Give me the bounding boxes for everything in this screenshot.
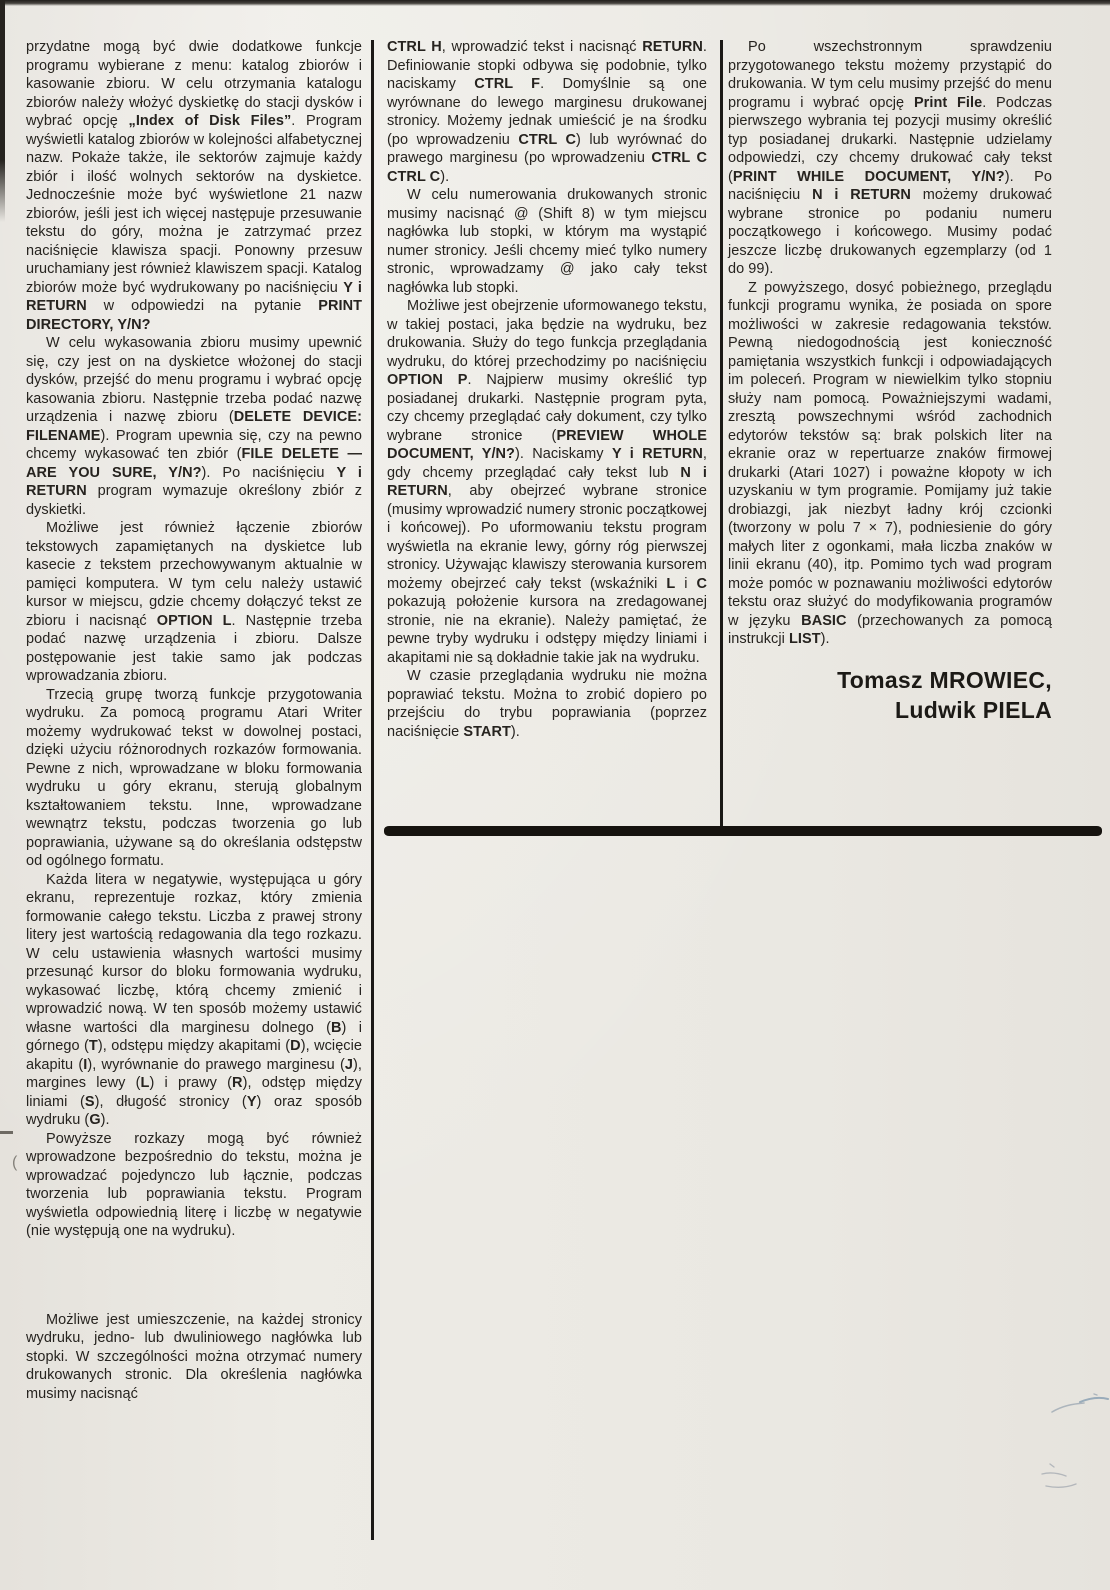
text-run: ), margines lewy ( bbox=[26, 1056, 362, 1091]
text-run: Trzecią grupę tworzą funkcje przygotowania wydruku. Za pomocą programu Atari Writer możemy wydrukować tekst w dowolnej postaci, dzięki użyciu różnorodnych rozkazów formowania. Pewne z nich, wprowadzane w bloku formowania wydruku u góry ekranu, sterują globalnym kształtowaniem tekstu. Inne, wprowadzane wewnątrz tekstu, podczas tworzenia go lub poprawiania, używane są do określania odstępstw od ogólnego formatu. bbox=[26, 686, 362, 869]
paragraph bbox=[26, 1311, 362, 1404]
bold-text-run: N i RETURN bbox=[387, 464, 707, 499]
bold-text-run: L bbox=[666, 575, 676, 592]
text-run: Po wszechstronnym sprawdzeniu przygotowanego tekstu możemy przystąpić do drukowania. W tym celu musimy przejść do menu programu i wybrać opcję bbox=[728, 39, 1052, 111]
bold-text-run: START bbox=[463, 723, 511, 740]
bold-text-run: CTRL H bbox=[387, 39, 442, 55]
text-run: ). bbox=[510, 723, 520, 740]
text-run: Możliwe jest umieszczenie, na każdej stronicy wydruku, jedno- lub dwuliniowego nagłówka lub stopki. W szczególności można otrzymać numery drukowanych stronic. Dla określenia nagłówka musimy nacisnąć bbox=[26, 1311, 362, 1402]
text-run: ). Naciskamy bbox=[514, 446, 612, 462]
scan-edge-top bbox=[0, 0, 1110, 6]
bold-text-run: Y i RETURN bbox=[26, 279, 362, 314]
bold-text-run: G bbox=[89, 1112, 101, 1128]
text-run: ). Program upewnia się, czy na pewno chcemy wykasować ten zbiór ( bbox=[26, 427, 362, 462]
paragraph bbox=[26, 871, 362, 1130]
bold-text-run: PRINT WHILE DOCUMENT, Y/N? bbox=[732, 168, 1005, 185]
paragraph bbox=[26, 686, 362, 871]
bold-text-run: L bbox=[140, 1075, 150, 1091]
pen-mark-1 bbox=[1050, 1392, 1110, 1418]
text-run: ), odstęp między liniami ( bbox=[26, 1075, 362, 1110]
bold-text-run: N i RETURN bbox=[812, 187, 911, 203]
text-run: ). bbox=[440, 168, 450, 185]
bold-text-run: J bbox=[344, 1056, 354, 1073]
text-column-3 bbox=[728, 38, 1052, 725]
bold-text-run: Y i RETURN bbox=[26, 464, 362, 499]
paragraph bbox=[26, 38, 362, 334]
bold-text-run: CTRL C CTRL C bbox=[387, 150, 707, 185]
bold-text-run: PREVIEW WHOLE DOCUMENT, Y/N? bbox=[387, 427, 707, 462]
text-run: pokazują położenie kursora na zredagowanej stronie, nie na ekranie). Należy pamiętać, że pewne tryby wydruku i odstępy między liniami i akapitami nie są dokładnie takie jak na wydruku. bbox=[387, 594, 707, 666]
text-run: Z powyższego, dosyć pobieżnego, przeglądu funkcji programu wynika, że posiada on spore możliwości w zakresie redagowania tekstów. Pewną niedogodnością jest konieczność pamiętania wszystkich funkcji i odpowiadających im poleceń. Program w niewielkim tylko stopniu służy nam pomocą. Poważniejszymi wadami, zresztą powszechnymi wśród zachodnich edytorów tekstów są: brak polskich liter na ekranie oraz w repertuarze znaków firmowej drukarki (Atari 1027) i poważne kłopoty w ich uzyskaniu w tym programie. Pomijamy już takie drobiazgi, jak niezbyt ładny krój czcionki (tworzony w polu 7 × 7), podniesienie do góry małych liter z ogonkami, mała liczba znaków w linii ekranu (40), itp. Pomimo tych wad program może pomóc w poznawaniu możliwości edytorów tekstu oraz służyć do modyfikowania programów w języku bbox=[728, 279, 1052, 629]
paragraph bbox=[387, 297, 707, 667]
text-run: ), długość stronicy ( bbox=[94, 1093, 247, 1110]
bold-text-run: C bbox=[696, 575, 707, 592]
text-run: ), wcięcie akapitu ( bbox=[26, 1038, 362, 1073]
text-run: ) lub wyrównać do prawego marginesu (po wprowadzeniu bbox=[387, 131, 707, 166]
paragraph bbox=[728, 38, 1052, 279]
bold-text-run: Y i RETURN bbox=[611, 446, 703, 462]
text-run: . Domyślnie są one wyrównane do lewego marginesu drukowanej stronicy. Możemy jednak umieścić je na środku (po wprowadzeniu bbox=[387, 76, 707, 148]
text-run: . Podczas pierwszego wybrania tej pozycji musimy określić typ posiadanej drukarki. Następnie udzielamy odpowiedzi, czy chcemy drukować cały tekst ( bbox=[728, 94, 1052, 185]
text-run: ) i prawy ( bbox=[149, 1075, 233, 1091]
bold-text-run: RETURN bbox=[642, 39, 703, 55]
text-run: . Program wyświetli katalog zbiorów w kolejności alfabetycznej nazw. Pokaże także, ile sektorów zajmuje każdy zbiór i ilość wolnych sektorów na dyskietce. Jednocześnie może być wyświetlone 21 nazw zbiorów, jeśli jest ich więcej następuje przesuwanie tekstu do góry, można je zatrzymać przez naciśnięcie klawisza spacji. Ponowny przesuw uruchamiany jest również klawiszem spacji. Katalog zbiorów może być wydrukowany po naciśnięciu bbox=[26, 113, 362, 296]
text-run: w odpowiedzi na pytanie bbox=[86, 298, 319, 314]
pen-mark-2 bbox=[1036, 1458, 1088, 1496]
bold-text-run: I bbox=[83, 1056, 88, 1073]
text-run: , wprowadzić tekst i nacisnąć bbox=[441, 39, 643, 55]
bold-text-run: T bbox=[88, 1038, 98, 1054]
paragraph bbox=[387, 186, 707, 297]
scan-mark-paren: ( bbox=[12, 1154, 18, 1171]
text-run: program wymazuje określony zbiór z dyskietki. bbox=[26, 483, 362, 518]
text-run: ), odstępu między akapitami ( bbox=[97, 1038, 291, 1054]
paragraph bbox=[26, 1130, 362, 1241]
bold-text-run: OPTION P bbox=[387, 372, 468, 388]
bold-text-run: OPTION L bbox=[156, 612, 232, 629]
bold-text-run: Y bbox=[246, 1093, 257, 1110]
text-run: ), wyrównanie do prawego marginesu ( bbox=[87, 1056, 345, 1073]
scan-edge-left bbox=[0, 0, 5, 222]
bold-text-run: PRINT DIRECTORY, Y/N? bbox=[26, 298, 362, 333]
text-run: . Następnie trzeba podać nazwę urządzenia i zbioru. Dalsze postępowanie jest takie samo jak podczas wprowadzania zbioru. bbox=[26, 612, 362, 684]
bold-text-run: DELETE DEVICE: FILENAME bbox=[26, 409, 363, 444]
bold-text-run: Print File bbox=[913, 94, 983, 111]
bold-text-run: S bbox=[84, 1093, 95, 1110]
text-run: ). Po naciśnięciu bbox=[201, 464, 337, 481]
text-run: Każda litera w negatywie, występująca u góry ekranu, reprezentuje rozkaz, który zmienia formowanie całego tekstu. Liczba z prawej strony litery jest wartością redagowania dla tego rozkazu. W celu ustawienia własnych wartości musimy przesunąć kursor do bloku formowania wydruku, wykasować liczbę, którą chcemy zmienić i wprowadzić nową. W ten sposób możemy ustawić własne wartości dla marginesu dolnego ( bbox=[26, 871, 362, 1036]
author-name-1: Tomasz MROWIEC, bbox=[837, 666, 1052, 693]
text-run: ) i górnego ( bbox=[26, 1019, 362, 1054]
text-run: W celu numerowania drukowanych stronic musimy nacisnąć @ (Shift 8) w tym miejscu nagłówka lub stopki, w którym ma wystąpić numer stronicy. Jeśli chcemy mieć tylko numery stronic, wprowadzamy @ jako cały tekst nagłówka lub stopki. bbox=[387, 187, 707, 296]
bold-text-run: D bbox=[290, 1038, 301, 1054]
paragraph bbox=[26, 334, 362, 519]
bold-text-run: R bbox=[232, 1075, 243, 1091]
bold-text-run: LIST bbox=[788, 631, 821, 647]
text-run: przydatne mogą być dwie dodatkowe funkcje programu wybierane z menu: katalog zbiorów i kasowanie zbioru. W celu otrzymania katalogu zbiorów należy włożyć dyskietkę do stacji dysków i wybrać opcję bbox=[26, 39, 362, 129]
bold-text-run: BASIC bbox=[801, 612, 847, 629]
bold-text-run: B bbox=[331, 1019, 342, 1036]
text-run: ). Po naciśnięciu bbox=[728, 168, 1053, 203]
text-run: Możliwe jest obejrzenie uformowanego tekstu, w takiej postaci, jaka będzie na wydruku, bez drukowania. Służy do tego funkcja przeglądania wydruku, do której przechodzimy po naciśnięciu bbox=[387, 298, 707, 370]
author-byline bbox=[728, 665, 1052, 725]
paragraph bbox=[387, 667, 707, 741]
text-run: ). bbox=[100, 1112, 110, 1128]
text-run: ). bbox=[820, 631, 830, 647]
paragraph bbox=[26, 519, 362, 686]
author-name-2: Ludwik PIELA bbox=[895, 696, 1052, 723]
text-column-2 bbox=[387, 38, 707, 741]
text-column-1 bbox=[26, 38, 362, 1403]
text-run: , aby obejrzeć wybrane stronice (musimy wprowadzić numery stronic początkowej i końcowej). Po uformowaniu tekstu program wyświetla na ekranie lewy, górny róg pierwszej stronicy. Używając klawiszy sterowania kursorem możemy obejrzeć cały tekst (wskaźniki bbox=[387, 483, 707, 592]
column-divider-rule-2 bbox=[720, 40, 723, 826]
text-run: Powyższe rozkazy mogą być również wprowadzone bezpośrednio do tekstu, można je wprowadzać pojedynczo lub łącznie, podczas tworzenia lub poprawiania tekstu. Program wyświetla odpowiednią literę i liczbę w negatywie (nie występują one na wydruku). bbox=[26, 1130, 362, 1239]
text-run: możemy drukować wybrane stronice po podaniu numeru początkowego i końcowego. Musimy podać jeszcze liczbę drukowanych egzemplarzy (od 1 do 99). bbox=[728, 187, 1052, 277]
bold-text-run: CTRL C bbox=[518, 131, 577, 148]
bold-text-run: „Index of Disk Files” bbox=[128, 113, 292, 129]
text-run: i bbox=[675, 575, 697, 592]
column-divider-rule-1 bbox=[371, 40, 374, 1540]
text-run: . Najpierw musimy określić typ posiadanej drukarki. Następnie program pyta, czy chcemy przeglądać cały dokument, czy tylko wybrane stronice ( bbox=[387, 372, 707, 444]
bold-text-run: FILE DELETE — ARE YOU SURE, Y/N? bbox=[26, 446, 362, 481]
paragraph bbox=[387, 38, 707, 186]
scan-mark-dash bbox=[0, 1131, 13, 1134]
article-end-rule bbox=[384, 826, 1102, 836]
bold-text-run: CTRL F bbox=[474, 76, 541, 92]
column-gap bbox=[26, 1241, 362, 1311]
text-run: , gdy chcemy przeglądać cały tekst lub bbox=[387, 446, 707, 481]
text-run: W czasie przeglądania wydruku nie można poprawiać tekstu. Można to zrobić dopiero po przejściu do trybu poprawiania (poprzez naciśnięcie bbox=[387, 668, 707, 740]
text-run: Możliwe jest również łączenie zbiorów tekstowych zapamiętanych na dyskietce lub kasecie z tekstem przechowywanym aktualnie w pamięci komputera. W tym celu należy ustawić kursor w miejscu, gdzie chcemy dołączyć tekst ze zbioru i nacisnąć bbox=[26, 520, 362, 629]
text-run: . Definiowanie stopki odbywa się podobnie, tylko naciskamy bbox=[387, 39, 707, 92]
paragraph bbox=[728, 279, 1052, 649]
text-run: (przechowanych za pomocą instrukcji bbox=[728, 612, 1052, 647]
text-run: ) oraz sposób wydruku ( bbox=[26, 1093, 362, 1128]
text-run: W celu wykasowania zbioru musimy upewnić się, czy jest on na dyskietce włożonej do stacji dysków, przejść do menu programu i wybrać opcję kasowania zbioru. Następnie trzeba podać nazwę urządzenia i nazwę zbioru ( bbox=[26, 335, 362, 425]
